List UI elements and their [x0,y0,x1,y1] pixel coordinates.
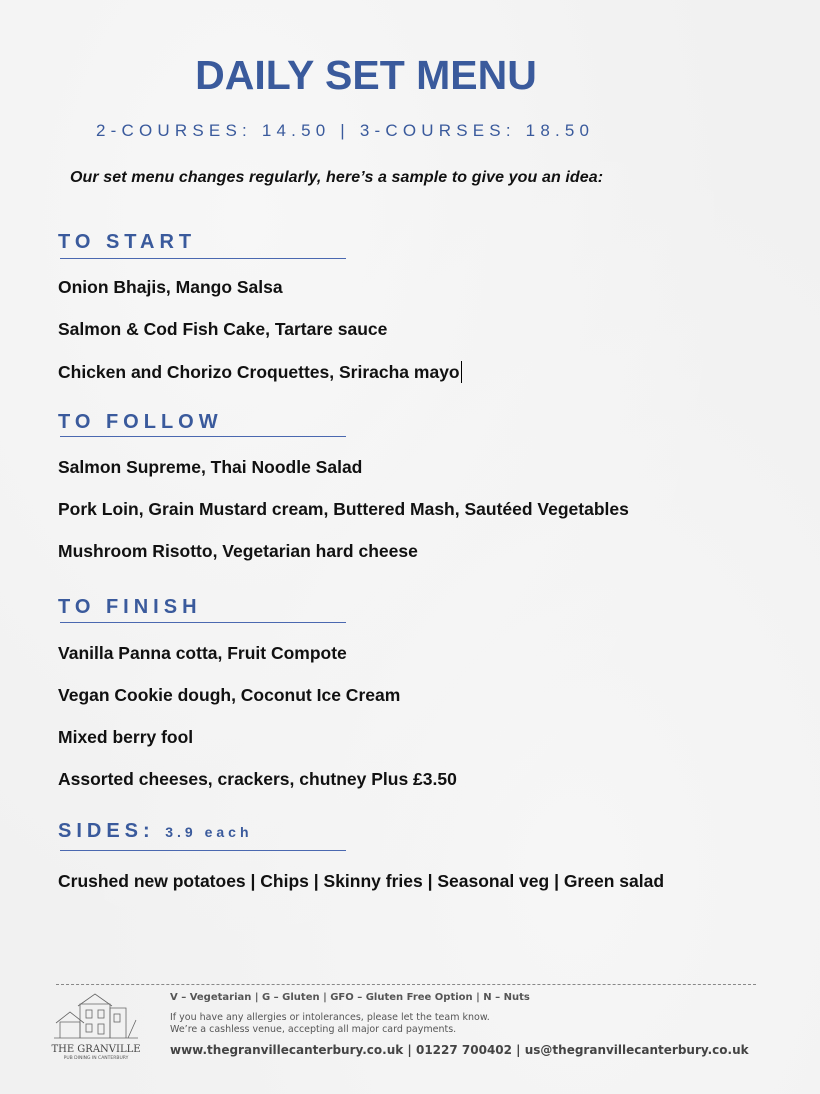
menu-item: Onion Bhajis, Mango Salsa [58,277,283,297]
menu-item: Salmon & Cod Fish Cake, Tartare sauce [58,319,388,339]
menu-item: Salmon Supreme, Thai Noodle Salad [58,457,363,477]
page-title: DAILY SET MENU [195,52,537,98]
pub-building-icon [50,990,142,1042]
contact-details: www.thegranvillecanterbury.co.uk | 01227 700402 | us@thegranvillecanterbury.co.uk [170,1043,749,1057]
menu-item-text: Chicken and Chorizo Croquettes, Sriracha mayo [58,362,460,382]
divider [60,258,346,259]
menu-item: Assorted cheeses, crackers, chutney Plus £3.50 [58,769,457,789]
divider [60,436,346,437]
divider [60,850,346,851]
course-prices: 2-COURSES: 14.50 | 3-COURSES: 18.50 [96,121,595,140]
menu-item: Pork Loin, Grain Mustard cream, Buttered Mash, Sautéed Vegetables [58,499,629,519]
allergy-note: If you have any allergies or intolerances, please let the team know. [170,1012,490,1023]
section-heading-start: TO START [58,231,197,253]
menu-item: Vegan Cookie dough, Coconut Ice Cream [58,685,401,705]
sides-price: 3.9 each [165,824,253,840]
sides-heading: SIDES: [58,820,155,842]
cashless-note: We’re a cashless venue, accepting all major card payments. [170,1024,457,1035]
dietary-legend: V – Vegetarian | G – Gluten | GFO – Gluten Free Option | N – Nuts [170,992,530,1003]
text-cursor [461,361,463,383]
menu-item: Vanilla Panna cotta, Fruit Compote [58,643,347,663]
footer-notes [170,1012,490,1036]
intro-text: Our set menu changes regularly, here’s a sample to give you an idea: [70,169,604,186]
menu-item: Mixed berry fool [58,727,194,747]
sides-list: Crushed new potatoes | Chips | Skinny fries | Seasonal veg | Green salad [58,871,665,891]
divider [60,622,346,623]
section-heading-follow: TO FOLLOW [58,411,223,433]
menu-item: Mushroom Risotto, Vegetarian hard cheese [58,541,418,561]
logo-tagline: PUB DINING IN CANTERBURY [63,1056,129,1061]
menu-item [58,361,462,383]
section-heading-finish: TO FINISH [58,596,202,618]
footer-divider [56,984,756,985]
logo-name: THE GRANVILLE [51,1044,141,1055]
section-heading-sides [58,820,253,843]
